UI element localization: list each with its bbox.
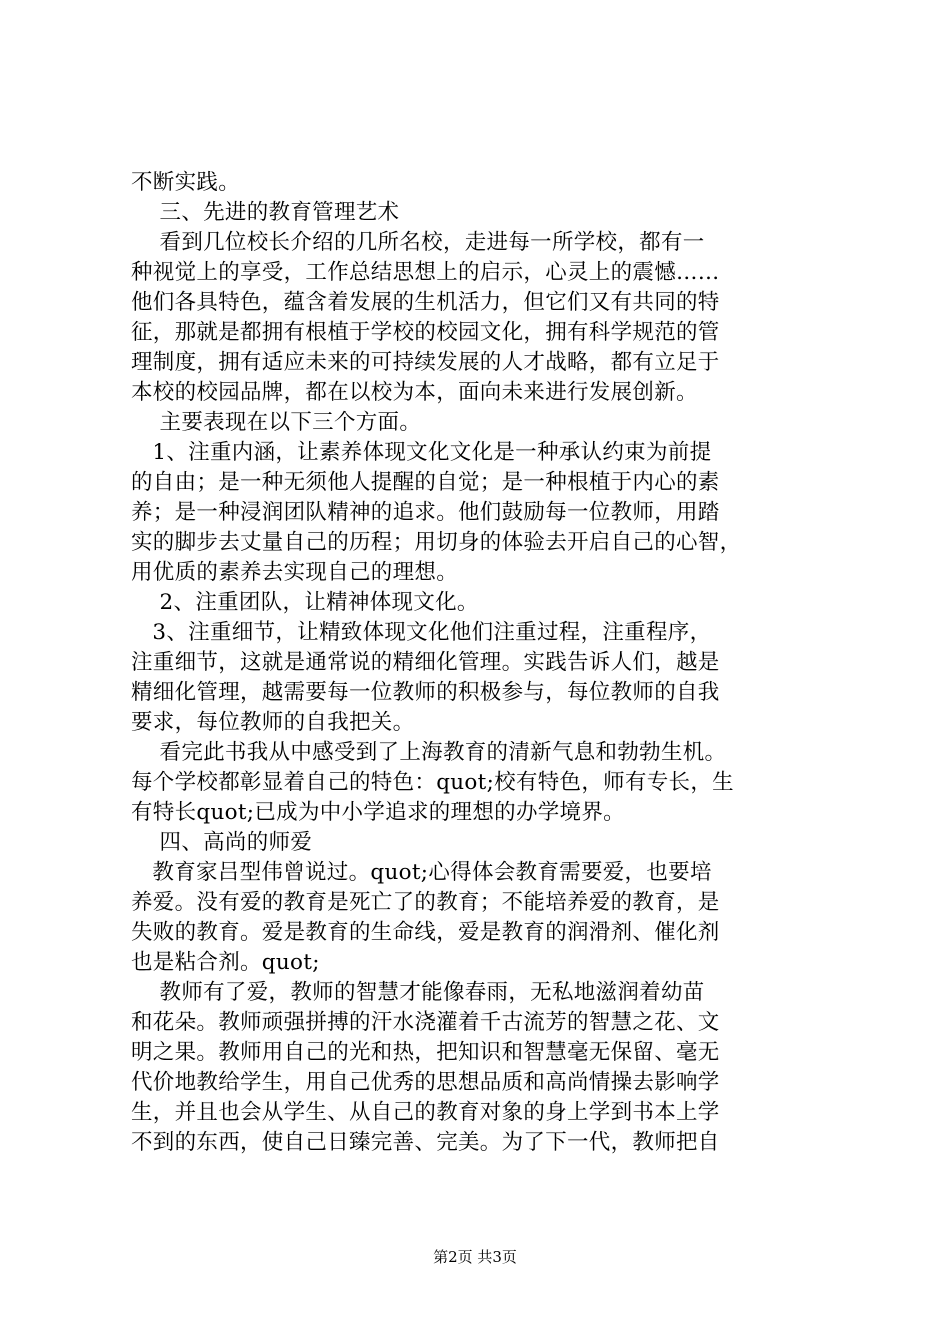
text-line: 教育家吕型伟曾说过。quot;心得体会教育需要爱，也要培 <box>131 860 712 885</box>
text-line: 看到几位校长介绍的几所名校，走进每一所学校，都有一 <box>131 230 705 255</box>
page-footer <box>0 1247 950 1267</box>
text-line: 明之果。教师用自己的光和热，把知识和智慧毫无保留、毫无 <box>131 1040 720 1065</box>
text-line: 不到的东西，使自己日臻完善、完美。为了下一代，教师把自 <box>131 1130 720 1155</box>
text-line: 教师有了爱，教师的智慧才能像春雨，无私地滋润着幼苗 <box>131 980 705 1005</box>
text-line: 每个学校都彰显着自己的特色：quot;校有特色，师有专长，生 <box>131 770 734 795</box>
text-line: 失败的教育。爱是教育的生命线，爱是教育的润滑剂、催化剂 <box>131 920 720 945</box>
text-line: 要求，每位教师的自我把关。 <box>131 710 415 735</box>
text-line: 的自由；是一种无须他人提醒的自觉；是一种根植于内心的素 <box>131 470 720 495</box>
text-line: 实的脚步去丈量自己的历程；用切身的体验去开启自己的心智， <box>131 530 742 555</box>
text-line: 用优质的素养去实现自己的理想。 <box>131 560 459 585</box>
list-item-3: 3、注重细节，让精致体现文化他们注重过程，注重程序， <box>131 620 712 645</box>
text-line: 种视觉上的享受，工作总结思想上的启示，心灵上的震憾…… <box>131 260 720 285</box>
text-line: 理制度，拥有适应未来的可持续发展的人才战略，都有立足于 <box>131 350 720 375</box>
page-number-label: 第2页 共3页 <box>433 1248 517 1266</box>
text-line: 主要表现在以下三个方面。 <box>131 410 422 435</box>
list-item-2: 2、注重团队，让精神体现文化。 <box>131 590 479 615</box>
text-line: 征，那就是都拥有根植于学校的校园文化，拥有科学规范的管 <box>131 320 720 345</box>
text-line: 不断实践。 <box>131 170 241 195</box>
text-line: 精细化管理，越需要每一位教师的积极参与，每位教师的自我 <box>131 680 720 705</box>
text-line: 也是粘合剂。quot; <box>131 950 320 975</box>
text-line: 生，并且也会从学生、从自己的教育对象的身上学到书本上学 <box>131 1100 720 1125</box>
section-heading-4: 四、高尚的师爱 <box>131 830 313 855</box>
text-line: 有特长quot;已成为中小学追求的理想的办学境界。 <box>131 800 625 825</box>
text-line: 注重细节，这就是通常说的精细化管理。实践告诉人们，越是 <box>131 650 720 675</box>
text-line: 代价地教给学生，用自己优秀的思想品质和高尚情操去影响学 <box>131 1070 720 1095</box>
list-item-1: 1、注重内涵，让素养体现文化文化是一种承认约束为前提 <box>131 440 712 465</box>
text-line: 和花朵。教师顽强拼搏的汗水浇灌着千古流芳的智慧之花、文 <box>131 1010 720 1035</box>
text-line: 养爱。没有爱的教育是死亡了的教育；不能培养爱的教育，是 <box>131 890 720 915</box>
text-line: 养；是一种浸润团队精神的追求。他们鼓励每一位教师，用踏 <box>131 500 720 525</box>
section-heading-3: 三、先进的教育管理艺术 <box>131 200 400 225</box>
body-text <box>131 168 831 1158</box>
text-line: 他们各具特色，蕴含着发展的生机活力，但它们又有共同的特 <box>131 290 720 315</box>
text-line: 看完此书我从中感受到了上海教育的清新气息和勃勃生机。 <box>131 740 727 765</box>
text-line: 本校的校园品牌，都在以校为本，面向未来进行发展创新。 <box>131 380 698 405</box>
